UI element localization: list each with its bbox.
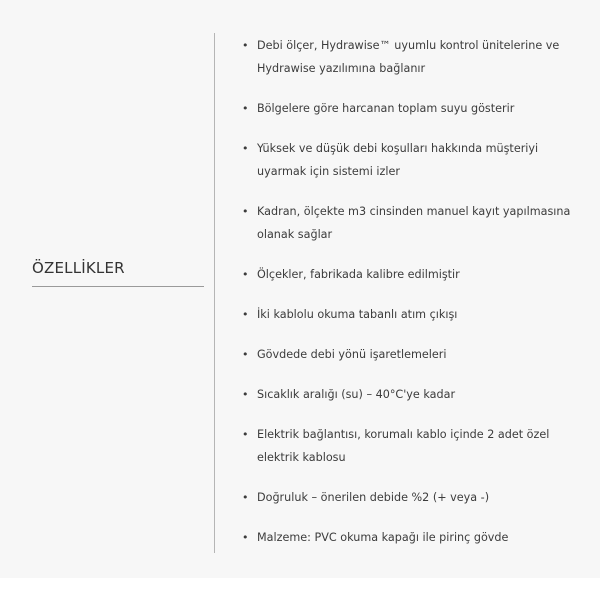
bullet-icon: • <box>242 142 249 155</box>
feature-text: İki kablolu okuma tabanlı atım çıkışı <box>257 308 458 321</box>
bullet-icon: • <box>242 491 249 504</box>
feature-text: Doğruluk – önerilen debide %2 (+ veya -) <box>257 491 490 504</box>
feature-text: Malzeme: PVC okuma kapağı ile pirinç gövde <box>257 531 509 544</box>
feature-item <box>240 201 580 246</box>
feature-item <box>240 98 580 121</box>
bullet-icon: • <box>242 205 249 218</box>
feature-item <box>240 384 580 407</box>
feature-item <box>240 344 580 367</box>
feature-item <box>240 138 580 183</box>
section-title: ÖZELLİKLER <box>32 258 204 287</box>
bottom-band <box>0 578 600 600</box>
feature-text: Debi ölçer, Hydrawise™ uyumlu kontrol ünitelerine ve Hydrawise yazılımına bağlanır <box>257 39 560 75</box>
feature-text: Sıcaklık aralığı (su) – 40°C'ye kadar <box>257 388 456 401</box>
bullet-icon: • <box>242 428 249 441</box>
bullet-icon: • <box>242 308 249 321</box>
feature-list <box>240 35 580 567</box>
feature-item <box>240 527 580 550</box>
feature-text: Kadran, ölçekte m3 cinsinden manuel kayıt yapılmasına olanak sağlar <box>257 205 571 241</box>
bullet-icon: • <box>242 39 249 52</box>
bullet-icon: • <box>242 348 249 361</box>
section-header <box>32 258 204 287</box>
feature-item <box>240 424 580 469</box>
bullet-icon: • <box>242 388 249 401</box>
feature-text: Ölçekler, fabrikada kalibre edilmiştir <box>257 268 460 281</box>
bullet-icon: • <box>242 531 249 544</box>
feature-text: Bölgelere göre harcanan toplam suyu gösterir <box>257 102 515 115</box>
feature-text: Yüksek ve düşük debi koşulları hakkında müşteriyi uyarmak için sistemi izler <box>257 142 539 178</box>
feature-item <box>240 304 580 327</box>
feature-item <box>240 487 580 510</box>
feature-item <box>240 35 580 80</box>
column-divider <box>214 33 215 553</box>
feature-item <box>240 264 580 287</box>
feature-text: Elektrik bağlantısı, korumalı kablo içinde 2 adet özel elektrik kablosu <box>257 428 550 464</box>
bullet-icon: • <box>242 268 249 281</box>
bullet-icon: • <box>242 102 249 115</box>
feature-text: Gövdede debi yönü işaretlemeleri <box>257 348 447 361</box>
